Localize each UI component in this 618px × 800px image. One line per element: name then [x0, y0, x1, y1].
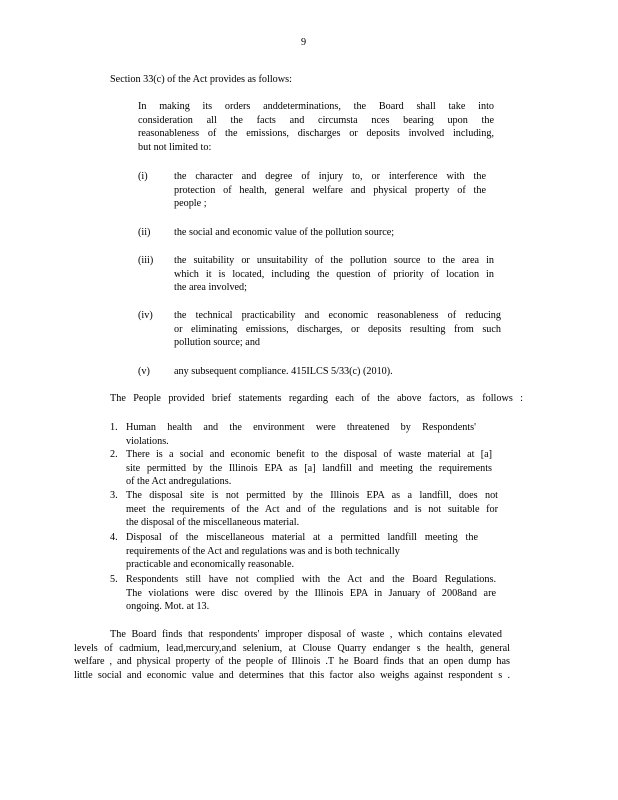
- factor-line: The violations were disc overed by the Illinois EPA in January of 2008and are: [126, 587, 496, 599]
- item-numeral: (v): [138, 366, 150, 377]
- factor-line: Human health and the environment were threatened by Respondents': [126, 422, 476, 433]
- item-line: people ;: [174, 198, 207, 210]
- factor-line: There is a social and economic benefit to the disposal of waste material at [a]: [126, 449, 492, 460]
- factor-line: requirements of the Act and regulations was and is both technically: [126, 545, 400, 557]
- item-line: which it is located, including the question of priority of location in: [174, 268, 494, 280]
- item-line: or eliminating emissions, discharges, or deposits resulting from such: [174, 323, 501, 335]
- item-numeral: (ii): [138, 227, 151, 238]
- quote-item: [174, 226, 494, 240]
- quote-line: consideration all the facts and circumsta nces bearing upon the: [138, 114, 494, 126]
- factor-number: 4.: [110, 532, 118, 543]
- quote-item: [174, 170, 486, 211]
- factor-line: the disposal of the miscellaneous material.: [126, 517, 300, 529]
- item-line: the suitability or unsuitability of the pollution source to the area in: [174, 255, 494, 266]
- item-line: the technical practicability and economic reasonableness of reducing: [174, 310, 501, 321]
- item-numeral: (iii): [138, 255, 154, 266]
- factor-item: [126, 421, 476, 448]
- item-line: the area involved;: [174, 282, 247, 294]
- paragraph-line: The Board finds that respondents' improper disposal of waste , which contains elevated: [110, 629, 502, 640]
- people-line-text: The People provided brief statements regarding each of the above factors, as follows :: [110, 393, 523, 404]
- factor-number: 3.: [110, 490, 118, 501]
- factor-line: meet the requirements of the Act and of the regulations and is not suitable for: [126, 503, 498, 515]
- factor-number: 5.: [110, 574, 118, 585]
- factor-line: The disposal site is not permitted by the Illinois EPA as a landfill, does not: [126, 490, 498, 501]
- factor-line: ongoing. Mot. at 13.: [126, 601, 210, 613]
- factor-number: 1.: [110, 422, 118, 433]
- quote-item: [174, 365, 494, 379]
- factor-line: of the Act andregulations.: [126, 476, 232, 488]
- item-line: the social and economic value of the pollution source;: [174, 227, 395, 238]
- item-line: the character and degree of injury to, or interference with the: [174, 171, 486, 182]
- factor-line: violations.: [126, 435, 169, 447]
- paragraph-line: welfare , and physical property of the people of Illinois .T he Board finds that an open dump has: [74, 656, 510, 668]
- page-number: 9: [301, 37, 307, 48]
- item-line: protection of health, general welfare and physical property of the: [174, 184, 486, 196]
- item-line: pollution source; and: [174, 337, 261, 349]
- intro-line: Section 33(c) of the Act provides as follows:: [110, 74, 292, 85]
- factor-number: 2.: [110, 449, 118, 460]
- factor-line: Respondents still have not complied with the Act and the Board Regulations.: [126, 574, 496, 585]
- quote-item: [174, 254, 494, 295]
- quote-intro: [138, 100, 494, 154]
- item-line: any subsequent compliance. 415ILCS 5/33(c) (2010).: [174, 366, 393, 377]
- quote-item: [174, 309, 501, 350]
- board-paragraph: [74, 628, 510, 682]
- factor-item: [126, 489, 498, 530]
- quote-line: In making its orders anddeterminations, the Board shall take into: [138, 101, 494, 112]
- quote-line: but not limited to:: [138, 141, 212, 153]
- factor-line: Disposal of the miscellaneous material at a permitted landfill meeting the: [126, 532, 478, 543]
- item-numeral: (iv): [138, 310, 153, 321]
- item-numeral: (i): [138, 171, 148, 182]
- factor-item: [126, 573, 496, 614]
- factor-item: [126, 448, 492, 489]
- factor-line: practicable and economically reasonable.: [126, 559, 295, 571]
- factor-line: site permitted by the Illinois EPA as [a] landfill and meeting the requirements: [126, 462, 492, 474]
- factor-item: [126, 531, 478, 572]
- people-line: [110, 392, 523, 406]
- paragraph-line: little social and economic value and determines that this factor also weighs against respondent s .: [74, 669, 510, 681]
- paragraph-line: levels of cadmium, lead,mercury,and selenium, at Clouse Quarry endanger s the health, general: [74, 642, 510, 654]
- quote-line: reasonableness of the emissions, discharges or deposits involved including,: [138, 128, 494, 140]
